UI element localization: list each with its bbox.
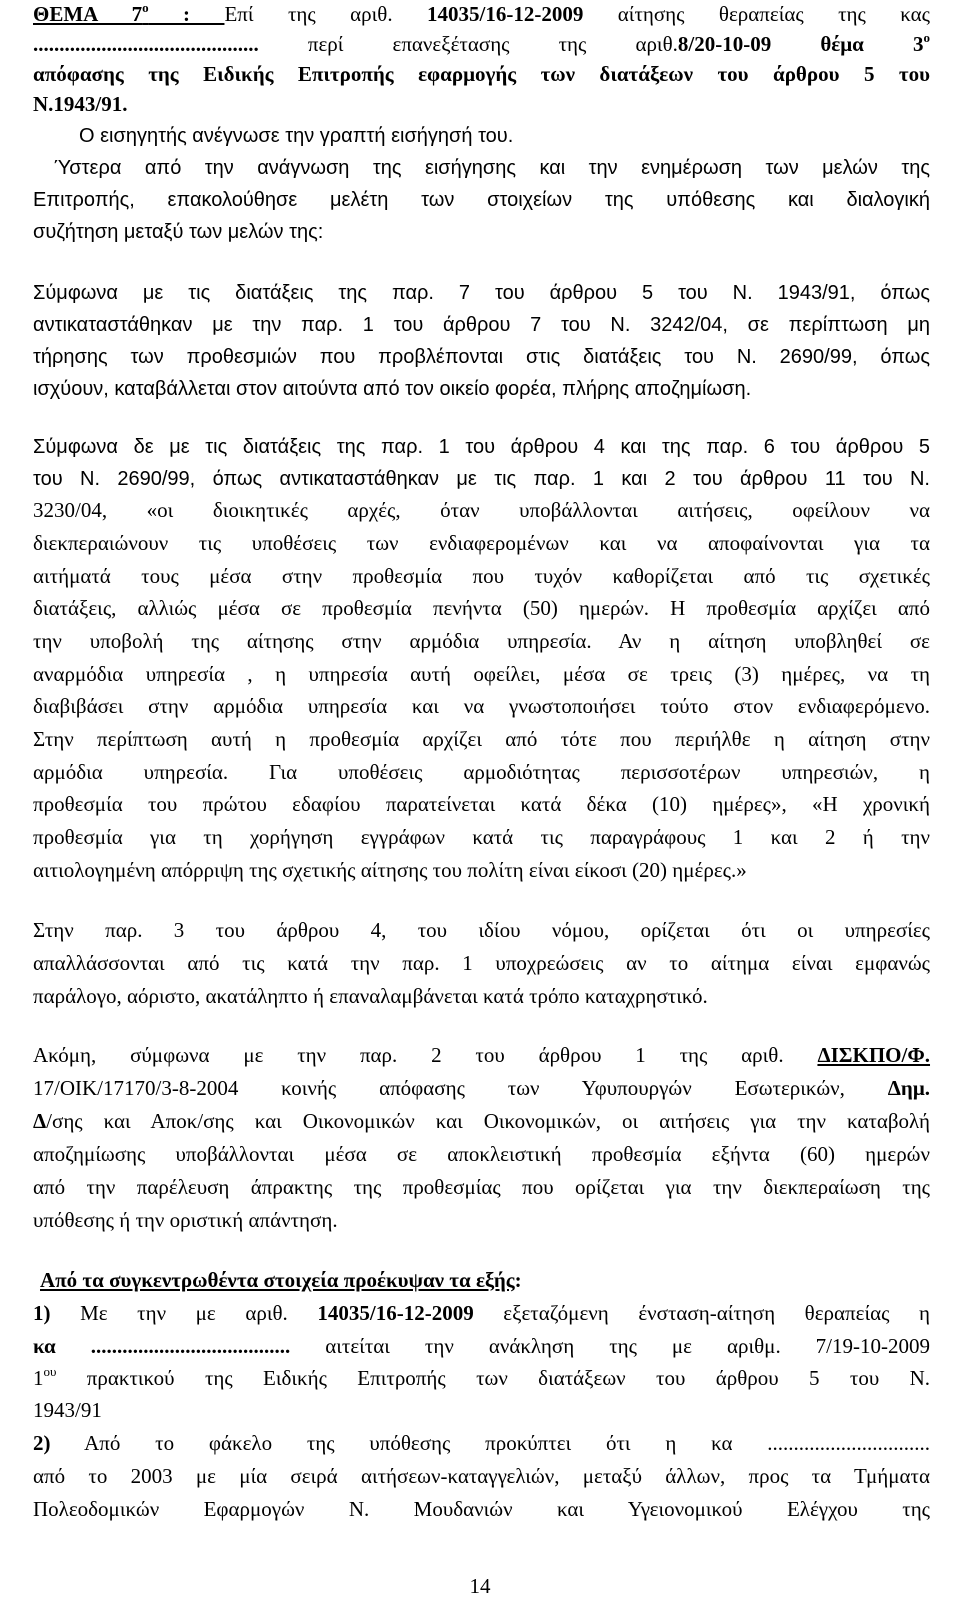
- heading-line-2: ........................................... περί επανεξέτασης της αριθ.8/20-10-09 θέμα $3^o$: [33, 30, 930, 56]
- findings-item2-line-1: 2) Από το φάκελο της υπόθεσης προκύπτει ότι η κα ...............................: [33, 1431, 930, 1455]
- intro-line-2: Ύστερα από την ανάγνωση της εισήγησης και την ενημέρωση των μελών της: [54, 157, 930, 179]
- para3-line-2: απαλλάσσονται από τις κατά την παρ. 1 υποχρεώσεις αν το αίτημα είναι εμφανώς: [33, 951, 930, 975]
- heading-line-3: απόφασης της Ειδικής Επιτροπής εφαρμογής των διατάξεων του άρθρου 5 του: [33, 62, 930, 86]
- para2-line-2: του Ν. 2690/99, όπως αντικαταστάθηκαν με τις παρ. 1 και 2 του άρθρου 11 του Ν.: [33, 468, 930, 490]
- para2-line-1: Σύμφωνα δε με τις διατάξεις της παρ. 1 του άρθρου 4 και της παρ. 6 του άρθρου 5: [33, 436, 930, 458]
- para1-line-3: τήρησης των προθεσμιών που προβλέπονται στις διατάξεις του Ν. 2690/99, όπως: [33, 346, 930, 368]
- para2-line-7: την υποβολή της αίτησης στην αρμόδια υπηρεσία. Αν η αίτηση υποβληθεί σε: [33, 629, 930, 653]
- intro-line-4: συζήτηση μεταξύ των μελών της:: [33, 221, 324, 243]
- para1-line-4: ισχύουν, καταβάλλεται στον αιτούντα από τον οικείο φορέα, πλήρης αποζημίωση.: [33, 378, 752, 400]
- para2-line-13: προθεσμία για τη χορήγηση εγγράφων κατά τις παραγράφους 1 και 2 ή την: [33, 825, 930, 849]
- findings-item1-line-2: κα ...................................... αιτείται την ανάκληση της με αριθμ. 7/19-10-2009: [33, 1334, 931, 1358]
- para2-line-11: αρμόδια υπηρεσία. Για υποθέσεις αρμοδιότητας περισσοτέρων υπηρεσιών, η: [33, 760, 930, 784]
- para4-line-3: Δ/σης και Αποκ/σης και Οικονομικών και Οικονομικών, οι αιτήσεις για την καταβολή: [33, 1109, 930, 1133]
- para2-line-14: αιτιολογημένη απόρριψη της σχετικής αίτησης του πολίτη είναι είκοσι (20) ημέρες.»: [33, 858, 747, 882]
- page-number: 14: [469, 1574, 491, 1598]
- para2-line-12: προθεσμία του πρώτου εδαφίου παρατείνεται κατά δέκα (10) ημέρες», «Η χρονική: [33, 792, 930, 816]
- para2-line-6: διατάξεις, αλλιώς μέσα σε προθεσμία πενήντα (50) ημερών. Η προθεσμία αρχίζει από: [33, 596, 930, 620]
- para4-line-1: Ακόμη, σύμφωνα με την παρ. 2 του άρθρου 1 της αριθ. ΔΙΣΚΠΟ/Φ.: [33, 1043, 931, 1067]
- para4-line-2: 17/ΟΙΚ/17170/3-8-2004 κοινής απόφασης των Υφυπουργών Εσωτερικών, Δημ.: [33, 1076, 930, 1100]
- findings-title: Από τα συγκεντρωθέντα στοιχεία προέκυψαν τα εξής:: [40, 1268, 522, 1292]
- para2-line-9: διαβιβάσει στην αρμόδια υπηρεσία και να γνωστοποιήσει τούτο στον ενδιαφερόμενο.: [33, 694, 930, 718]
- findings-item1-line-1: 1) Με την με αριθ. 14035/16-12-2009 εξεταζόμενη ένσταση-αίτηση θεραπείας η: [33, 1301, 930, 1325]
- findings-item2-line-2: από το 2003 με μία σειρά αιτήσεων-καταγγελιών, μεταξύ άλλων, προς τα Τμήματα: [33, 1464, 930, 1488]
- para2-line-4: διεκπεραιώνουν τις υποθέσεις των ενδιαφερομένων και να αποφαίνονται για τα: [33, 531, 930, 555]
- findings-item1-line-4: 1943/91: [33, 1398, 102, 1422]
- para2-line-8: αναρμόδια υπηρεσία , η υπηρεσία αυτή οφείλει, μέσα σε τρεις (3) ημέρες, να τη: [33, 662, 930, 686]
- para3-line-3: παράλογο, αόριστο, ακατάληπτο ή επαναλαμβάνεται κατά τρόπο καταχρηστικό.: [33, 984, 708, 1008]
- para2-line-3: 3230/04, «οι διοικητικές αρχές, όταν υποβάλλονται αιτήσεις, οφείλουν να: [33, 498, 930, 522]
- para4-line-6: υπόθεσης ή την οριστική απάντηση.: [33, 1208, 338, 1232]
- para1-line-1: Σύμφωνα με τις διατάξεις της παρ. 7 του άρθρου 5 του Ν. 1943/91, όπως: [33, 282, 930, 304]
- heading-line-1: ΘΕΜΑ $7^o$ : Επί της αριθ. 14035/16-12-2009 αίτησης θεραπείας της κας: [33, 0, 930, 26]
- findings-item1-line-3: $1^{o\upsilon}$ πρακτικού της Ειδικής Επιτροπής των διατάξεων του άρθρου 5 του Ν.: [33, 1364, 930, 1390]
- para3-line-1: Στην παρ. 3 του άρθρου 4, του ιδίου νόμου, ορίζεται ότι οι υπηρεσίες: [33, 918, 930, 942]
- para4-line-4: αποζημίωσης υποβάλλονται μέσα σε αποκλειστική προθεσμία εξήντα (60) ημερών: [33, 1142, 930, 1166]
- para1-line-2: αντικαταστάθηκαν με την παρ. 1 του άρθρου 7 του Ν. 3242/04, σε περίπτωση μη: [33, 314, 930, 336]
- heading-line-4: Ν.1943/91.: [33, 92, 128, 116]
- intro-line-1: Ο εισηγητής ανέγνωσε την γραπτή εισήγησή του.: [79, 125, 514, 147]
- intro-line-3: Επιτροπής, επακολούθησε μελέτη των στοιχείων της υπόθεσης και διαλογική: [33, 189, 930, 211]
- para2-line-10: Στην περίπτωση αυτή η προθεσμία αρχίζει από τότε που περιήλθε η αίτηση στην: [33, 727, 930, 751]
- para4-line-5: από την παρέλευση άπρακτης της προθεσμίας που ορίζεται για την διεκπεραίωση της: [33, 1175, 930, 1199]
- para2-line-5: αιτήματά τους μέσα στην προθεσμία που τυχόν καθορίζεται από τις σχετικές: [33, 564, 930, 588]
- findings-item2-line-3: Πολεοδομικών Εφαρμογών Ν. Μουδανιών και Υγειονομικού Ελέγχου της: [33, 1497, 930, 1521]
